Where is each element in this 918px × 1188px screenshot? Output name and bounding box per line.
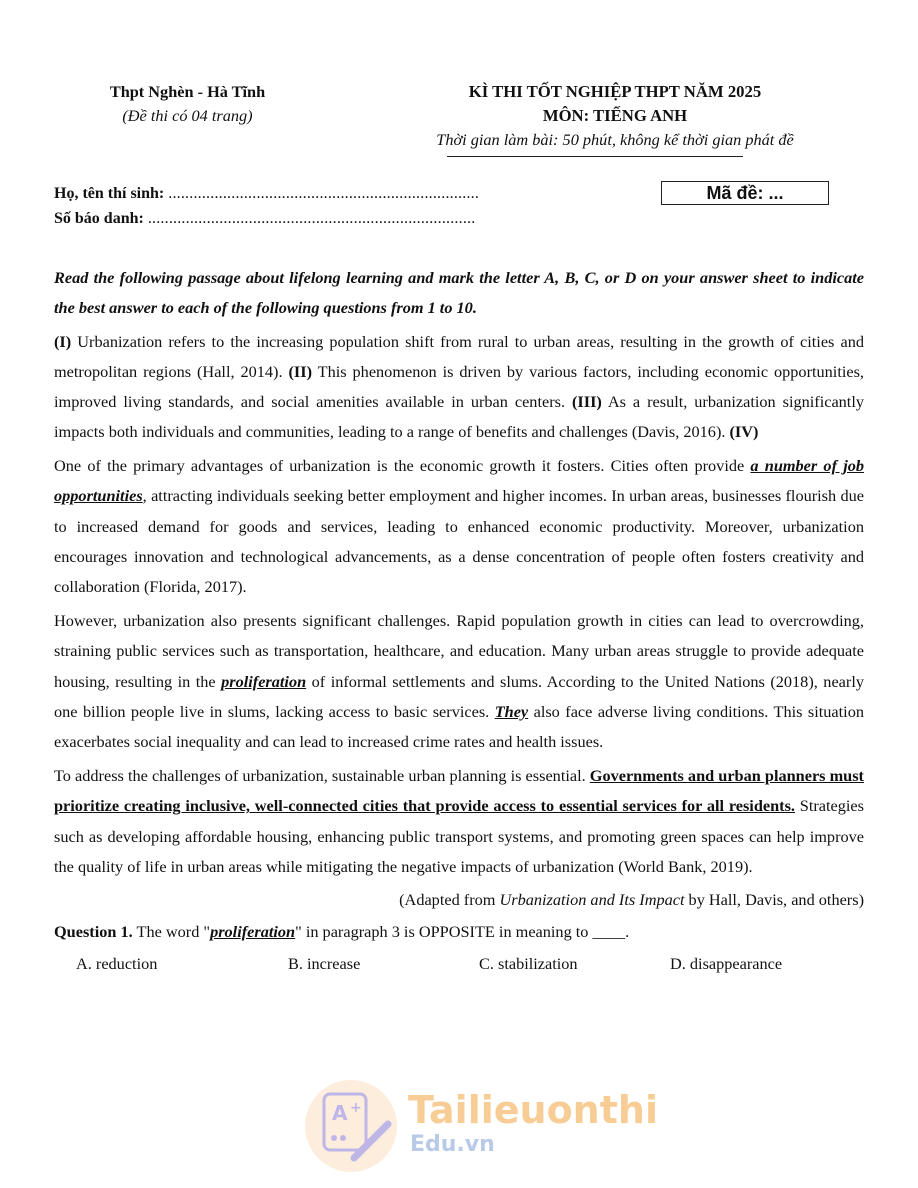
marker-i: (I): [54, 331, 72, 351]
question-1-word: proliferation: [210, 922, 296, 942]
p3-text-2: of informal settlements and slums. According to the United Nations (2018), nearly one billion people live in slums, lacking access to basic services.: [54, 671, 864, 722]
p1-sentence-3: As a result, urbanization significantly impacts both individuals and communities, leading to a range of benefits and challenges (Davis, 2016).: [54, 392, 864, 442]
candidate-id-dots: ..............................................................................: [147, 210, 476, 227]
p3-text-1: However, urbanization also presents significant challenges. Rapid population growth in cities can lead to overcrowding, straining public services such as transportation, healthcare, and education. Many urban areas struggle to provide adequate housing, resulting in the: [54, 611, 864, 691]
p2-text-1: One of the primary advantages of urbanization is the economic growth it fosters. Cities often provide: [54, 456, 751, 476]
candidate-id-label: Số báo danh:: [54, 210, 148, 227]
option-b[interactable]: B. increase: [288, 954, 361, 974]
header-left: [60, 80, 315, 128]
candidate-id-line: [54, 206, 534, 231]
paragraph-3: [54, 606, 864, 757]
question-1-options: [54, 949, 864, 979]
question-1-pre: The word ": [132, 922, 211, 942]
option-a[interactable]: A. reduction: [76, 954, 158, 974]
time-note: Thời gian làm bài: 50 phút, không kể thời gian phát đề: [436, 130, 794, 149]
source-post: by Hall, Davis, and others): [684, 890, 864, 910]
question-1-post: " in paragraph 3 is OPPOSITE in meaning to ____.: [295, 922, 630, 942]
marker-iii: (III): [571, 392, 602, 412]
candidate-name-label: Họ, tên thí sinh:: [54, 185, 169, 202]
p4-text-1: To address the challenges of urbanization, sustainable urban planning is essential.: [54, 766, 590, 786]
candidate-info: [54, 181, 534, 231]
option-d[interactable]: D. disappearance: [670, 954, 783, 974]
watermark-brand: Tailieuonthi: [408, 1088, 658, 1132]
watermark-sub: Edu.vn: [410, 1132, 495, 1157]
subject-title: MÔN: TIẾNG ANH: [542, 106, 688, 125]
paragraph-1: [54, 327, 864, 448]
exam-code-box: Mã đề: ...: [661, 181, 829, 205]
pages-note: (Đề thi có 04 trang): [122, 106, 253, 125]
exam-title: KÌ THI TỐT NGHIỆP THPT NĂM 2025: [468, 82, 762, 101]
header-divider: [447, 156, 743, 157]
paragraph-4: [54, 761, 864, 882]
candidate-name-line: [54, 181, 534, 206]
source-title: Urbanization and Its Impact: [499, 890, 685, 910]
exam-content: [54, 263, 864, 979]
paragraph-2: [54, 451, 864, 602]
p3-text-3: also face adverse living conditions. This situation exacerbates social inequality and can lead to increased crime rates and health issues.: [54, 702, 864, 752]
p4-text-2: Strategies such as developing affordable housing, enhancing public transport systems, and promoting green spaces can help improve the quality of life in urban areas while mitigating the negative impacts of urbanization (World Bank, 2019).: [54, 796, 864, 877]
source-pre: (Adapted from: [399, 890, 500, 910]
school-name: Thpt Nghèn - Hà Tĩnh: [109, 82, 266, 101]
p4-highlight-sentence: Governments and urban planners must prioritize creating inclusive, well-connected cities that provide access to essential services for all residents.: [54, 766, 864, 816]
header-right: [380, 80, 850, 152]
question-1-label: Question 1.: [54, 922, 133, 942]
marker-ii: (II): [288, 361, 312, 381]
svg-text:A: A: [332, 1101, 348, 1125]
p2-text-2: , attracting individuals seeking better employment and higher incomes. In urban areas, businesses flourish due to increased demand for goods and services, leading to enhanced economic productivity. Moreover, urbanization encourages innovation and technological advancements, as a dense concentration of people often fosters creativity and collaboration (Florida, 2017).: [54, 486, 864, 597]
p3-highlight-proliferation: proliferation: [221, 671, 307, 691]
p1-sentence-1: Urbanization refers to the increasing population shift from rural to urban areas, resulting in the growth of cities and metropolitan regions (Hall, 2014).: [54, 331, 864, 381]
marker-iv: (IV): [729, 422, 759, 442]
svg-text:+: +: [350, 1100, 362, 1116]
passage-source: [54, 885, 864, 915]
candidate-name-dots: ..........................................................................: [168, 185, 480, 202]
p1-sentence-2: This phenomenon is driven by various factors, including economic opportunities, improved living standards, and social amenities available in urban centers.: [54, 361, 864, 412]
p3-highlight-they: They: [494, 702, 529, 722]
instructions: Read the following passage about lifelong learning and mark the letter A, B, C, or D on your answer sheet to indicate the best answer to each of the following questions from 1 to 10.: [54, 268, 864, 317]
p2-highlight-job-opportunities: a number of job opportunities: [54, 456, 864, 506]
option-c[interactable]: C. stabilization: [479, 954, 578, 974]
question-1: [54, 917, 864, 947]
